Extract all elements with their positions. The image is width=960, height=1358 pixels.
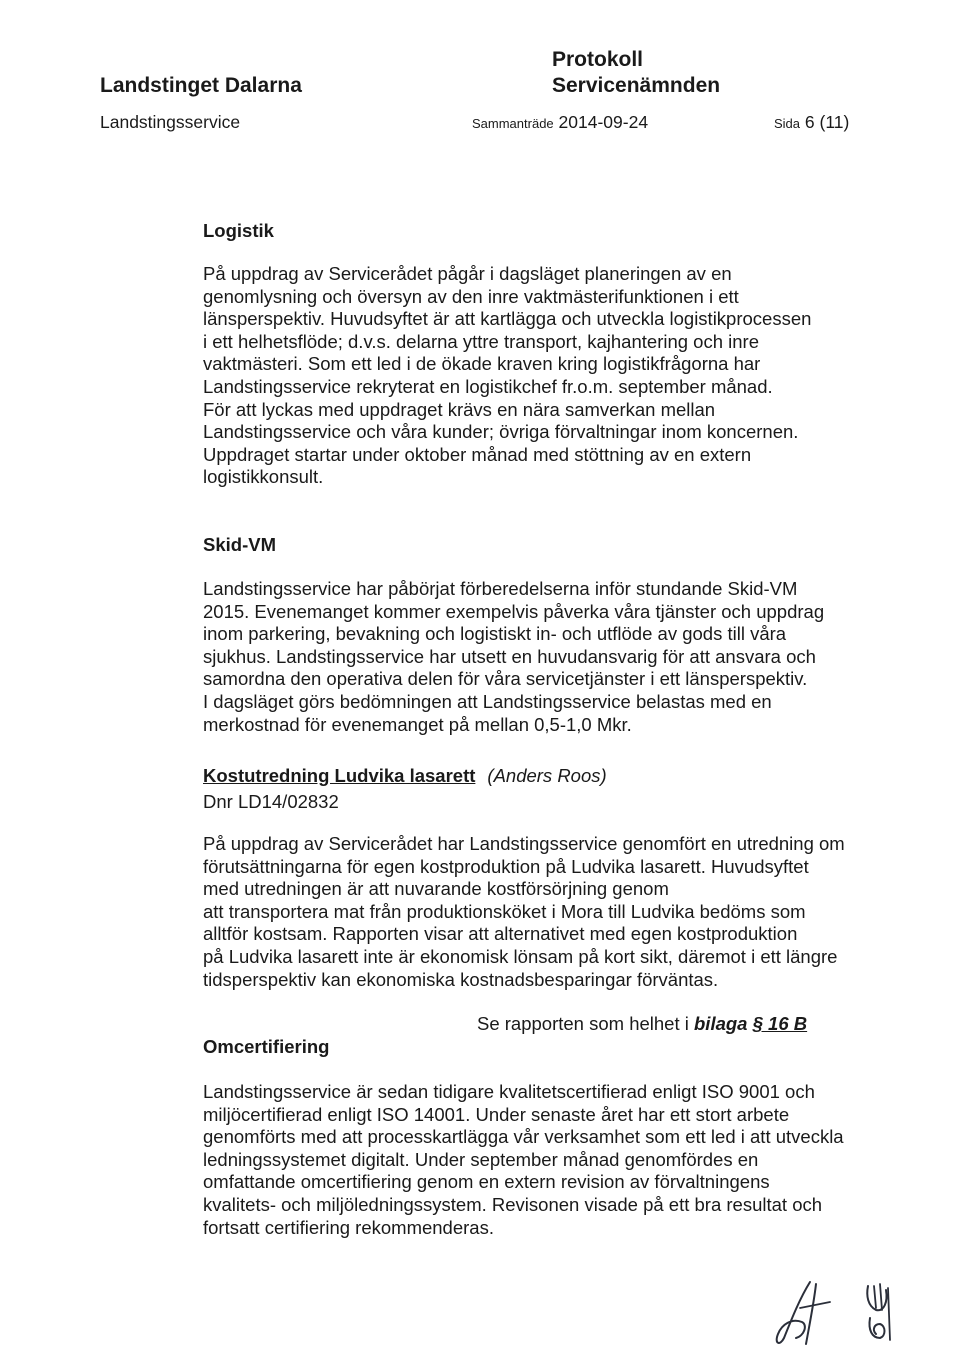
text-line: länsperspektiv. Huvudsyftet är att kartlägga och utveckla logistikprocessen xyxy=(203,308,812,330)
responsible-person: (Anders Roos) xyxy=(487,765,607,786)
text-line: miljöcertifierad enligt ISO 14001. Under senaste året har ett stort arbete xyxy=(203,1103,790,1125)
section-heading-kostutredning xyxy=(203,765,607,787)
page-value: 6 (11) xyxy=(804,112,850,132)
text-line: Landstingsservice och våra kunder; övriga förvaltningar inom koncernen. xyxy=(203,421,799,443)
text-line: kvalitets- och miljöledningssystem. Revisonen visade på ett bra resultat och xyxy=(203,1193,823,1215)
text-line: genomlysning och översyn av den inre vaktmästerifunktionen i ett xyxy=(203,285,739,307)
text-line: att transportera mat från produktionsköket i Mora till Ludvika bedöms som xyxy=(203,900,806,922)
text-line: På uppdrag av Servicerådet pågår i dagsläget planeringen av en xyxy=(203,263,732,284)
board-name: Servicenämnden xyxy=(552,74,721,97)
text-line: Uppdraget startar under oktober månad med stöttning av en extern xyxy=(203,443,752,465)
text-line: fortsatt certifiering rekommenderas. xyxy=(203,1216,494,1238)
section-heading-logistik: Logistik xyxy=(203,220,274,241)
organization-name: Landstinget Dalarna xyxy=(100,74,302,97)
text-line: logistikkonsult. xyxy=(203,466,324,488)
reference-section: § 16 B xyxy=(752,1013,808,1034)
diary-number: Dnr LD14/02832 xyxy=(203,791,339,812)
paragraph-logistik xyxy=(203,263,811,489)
text-line: med utredningen är att nuvarande kostförsörjning genom xyxy=(203,878,669,900)
signature-initials-2-icon xyxy=(858,1280,904,1346)
kostutredning-title: Kostutredning Ludvika lasarett xyxy=(203,765,476,786)
text-line: förutsättningarna för egen kostproduktion på Ludvika lasarett. Huvudsyftet xyxy=(203,855,809,877)
text-line: omfattande omcertifiering genom en extern revision av förvaltningens xyxy=(203,1171,770,1193)
reference-bilaga: bilaga xyxy=(694,1013,748,1034)
text-line: genomförts med att processkartlägga vår verksamhet som ett led i att utveckla xyxy=(203,1126,844,1148)
attachment-reference xyxy=(477,1013,807,1035)
page-label: Sida xyxy=(774,116,801,131)
text-line: Landstingsservice har påbörjat förberedelserna inför stundande Skid-VM xyxy=(203,578,798,599)
document-type: Protokoll xyxy=(552,48,644,71)
paragraph-kostutredning xyxy=(203,833,845,991)
meeting-label: Sammanträde xyxy=(472,116,554,131)
page-number xyxy=(774,112,849,133)
text-line: på Ludvika lasarett inte är ekonomisk lönsam på kort sikt, däremot i ett längre xyxy=(203,945,838,967)
text-line: samordna den operativa delen för våra servicetjänster i ett länsperspektiv. xyxy=(203,668,808,690)
reference-text: Se rapporten som helhet i xyxy=(477,1013,689,1034)
section-heading-omcertifiering: Omcertifiering xyxy=(203,1036,330,1057)
text-line: vaktmästeri. Som ett led i de ökade kraven kring logistikfrågorna har xyxy=(203,353,761,375)
text-line: För att lyckas med uppdraget krävs en nära samverkan mellan xyxy=(203,398,716,420)
text-line: På uppdrag av Servicerådet har Landstingsservice genomfört en utredning om xyxy=(203,833,845,854)
signature-initials-1-icon xyxy=(770,1278,840,1350)
text-line: i ett helhetsflöde; d.v.s. delarna yttre transport, kajhantering och inre xyxy=(203,330,759,352)
text-line: 2015. Evenemanget kommer exempelvis påverka våra tjänster och uppdrag xyxy=(203,600,825,622)
text-line: ledningssystemet digitalt. Under september månad genomfördes en xyxy=(203,1148,759,1170)
paragraph-omcertifiering xyxy=(203,1081,844,1239)
text-line: alltför kostsam. Rapporten visar att alternativet med egen kostproduktion xyxy=(203,923,798,945)
meeting-info xyxy=(472,112,648,133)
text-line: I dagsläget görs bedömningen att Landstingsservice belastas med en xyxy=(203,690,772,712)
text-line: inom parkering, bevakning och logistiskt in- och utflöde av gods till våra xyxy=(203,623,787,645)
text-line: tidsperspektiv kan ekonomiska kostnadsbesparingar förväntas. xyxy=(203,968,719,990)
department-name: Landstingsservice xyxy=(100,112,241,132)
section-heading-skidvm: Skid-VM xyxy=(203,534,276,555)
meeting-date: 2014-09-24 xyxy=(558,112,649,132)
text-line: Landstingsservice är sedan tidigare kvalitetscertifierad enligt ISO 9001 och xyxy=(203,1081,815,1102)
text-line: sjukhus. Landstingsservice har utsett en huvudansvarig för att ansvara och xyxy=(203,645,816,667)
paragraph-skidvm xyxy=(203,578,824,736)
text-line: merkostnad för evenemanget på mellan 0,5-1,0 Mkr. xyxy=(203,713,632,735)
text-line: Landstingsservice rekryterat en logistikchef fr.o.m. september månad. xyxy=(203,375,773,397)
